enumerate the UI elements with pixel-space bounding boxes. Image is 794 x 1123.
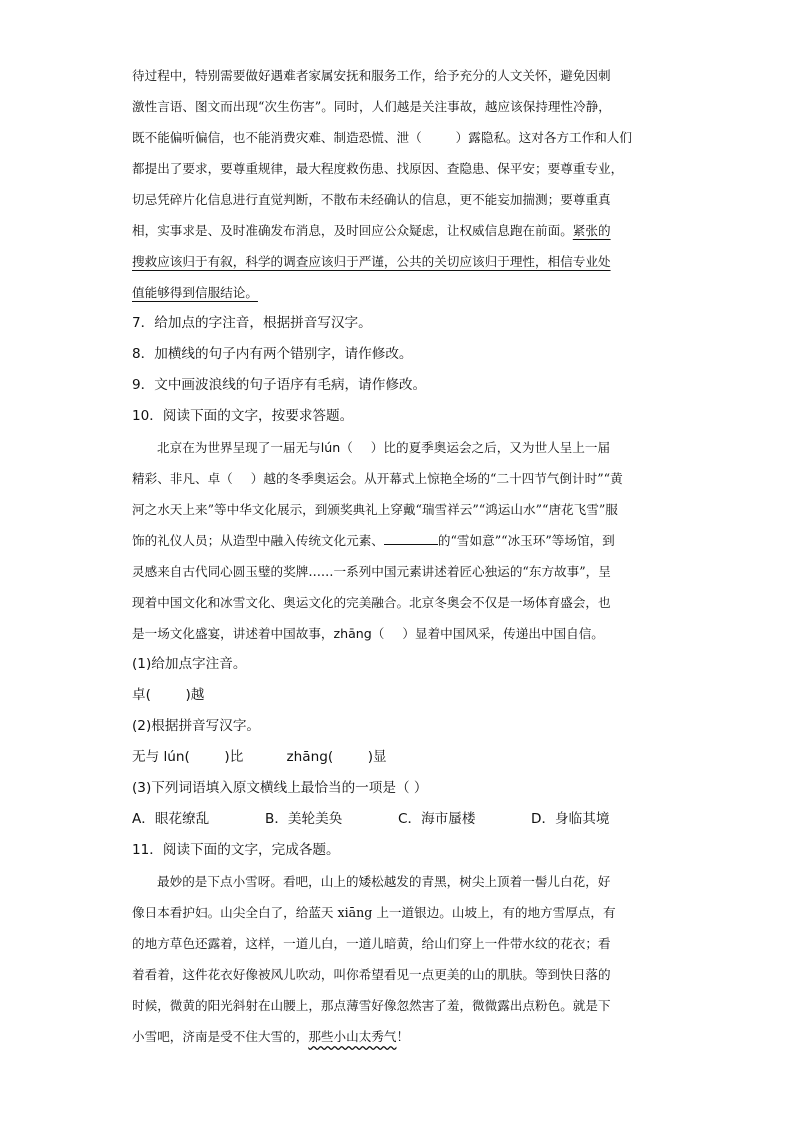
choice-options: [132, 804, 664, 835]
passage-line: 激性言语、图文而出现“次生伤害”。同时，人们越是关注事故，越应该保持理性冷静，: [132, 99, 611, 114]
question-8: 8．加横线的句子内有两个错别字，请作修改。: [132, 346, 413, 362]
answer-line[interactable]: 无与 lún( )比 zhāng( )显: [132, 749, 387, 765]
answer-line[interactable]: 卓( )越: [132, 687, 205, 703]
sub-question-2: (2)根据拼音写汉字。: [132, 718, 261, 734]
question-10: 10．阅读下面的文字，按要求答题。: [132, 408, 354, 424]
sub-question-1: (1)给加点字注音。: [132, 656, 247, 672]
passage-line: 灵感来自古代同心圆玉璧的奖牌……一系列中国元素讲述着匠心独运的“东方故事”，呈: [132, 564, 611, 579]
passage-line: 现着中国文化和冰雪文化、奥运文化的完美融合。北京冬奥会不仅是一场体育盛会，也: [132, 595, 611, 610]
passage-line: 切忌凭碎片化信息进行直觉判断，不散布未经确认的信息，更不能妄加揣测；要尊重真: [132, 192, 611, 207]
passage-line: 待过程中，特别需要做好遇难者家属安抚和服务工作，给予充分的人文关怀，避免因刺: [132, 68, 611, 83]
passage-one: [132, 60, 664, 308]
passage-line: 的地方草色还露着，这样，一道儿白，一道儿暗黄，给山们穿上一件带水纹的花衣；看: [132, 936, 611, 951]
passage-line: 饰的礼仪人员；从造型中融入传统文化元素、 的“雪如意”“冰玉环”等场馆，到: [132, 533, 615, 548]
passage-line: 像日本看护妇。山尖全白了，给蓝天 xiāng 上一道银边。山坡上，有的地方雪厚点，有: [132, 905, 616, 920]
underlined-sentence: 值能够得到信服结论。: [132, 285, 258, 300]
passage-line: 小雪吧，济南是受不住大雪的，那些小山太秀气！: [132, 1029, 410, 1044]
underlined-sentence: 紧张的: [572, 223, 611, 238]
underlined-sentence: 搜救应该归于有叙，科学的调查应该归于严谨，公共的关切应该归于理性，相信专业处: [132, 254, 611, 269]
passage-line: [132, 277, 664, 308]
passage-line: 北京在为世界呈现了一届无与lún（ ）比的夏季奥运会之后，又为世人呈上一届: [157, 440, 611, 455]
question-11: 11．阅读下面的文字，完成各题。: [132, 842, 340, 858]
passage-line: 是一场文化盛宴，讲述着中国故事，zhāng（ ）显着中国风采，传递出中国自信。: [132, 626, 604, 641]
passage-line: [132, 246, 664, 277]
option-d[interactable]: D．身临其境: [531, 811, 610, 827]
option-c[interactable]: C．海市蜃楼: [398, 811, 476, 827]
sub-question-3: (3)下列词语填入原文横线上最恰当的一项是（ ）: [132, 780, 428, 796]
document-page: [132, 60, 664, 1052]
passage-line: 精彩、非凡、卓（ ）越的冬季奥运会。从开幕式上惊艳全场的“二十四节气倒计时”“黄: [132, 471, 623, 486]
passage-three: [132, 866, 664, 1052]
question-9: 9．文中画波浪线的句子语序有毛病，请作修改。: [132, 377, 427, 393]
passage-line: 都提出了要求，要尊重规律，最大程度救伤患、找原因、查隐患、保平安；要尊重专业，: [132, 161, 624, 176]
passage-line: 河之水天上来”等中华文化展示，到颁奖典礼上穿戴“瑞雪祥云”“鸿运山水”“唐花飞雪”服: [132, 502, 618, 517]
option-b[interactable]: B．美轮美奂: [265, 811, 343, 827]
passage-two: [132, 432, 664, 649]
passage-line: 既不能偏听偏信，也不能消费灾难、制造恐慌、泄（ ）露隐私。这对各方工作和人们: [132, 130, 632, 145]
wavy-underlined-sentence: 那些小山太秀气: [308, 1029, 397, 1044]
option-a[interactable]: A．眼花缭乱: [132, 811, 210, 827]
fill-blank[interactable]: [384, 532, 438, 545]
passage-line: 最妙的是下点小雪呀。看吧，山上的矮松越发的青黑，树尖上顶着一髻儿白花，好: [157, 874, 611, 889]
question-7: 7．给加点的字注音，根据拼音写汉字。: [132, 315, 372, 331]
passage-line: 时候，微黄的阳光斜射在山腰上，那点薄雪好像忽然害了羞，微微露出点粉色。就是下: [132, 998, 611, 1013]
passage-line: 相，实事求是、及时准确发布消息，及时回应公众疑虑，让权威信息跑在前面。紧张的: [132, 223, 611, 238]
passage-line: 着看着，这件花衣好像被风儿吹动，叫你希望看见一点更美的山的肌肤。等到快日落的: [132, 967, 611, 982]
